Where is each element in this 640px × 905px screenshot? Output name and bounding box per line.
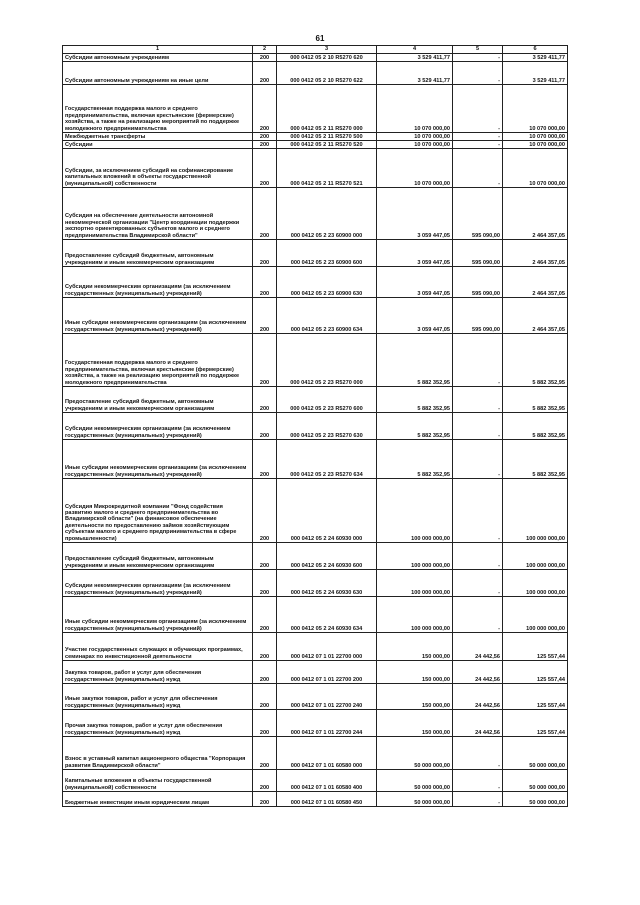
cell-unexecuted: 50 000 000,00 bbox=[503, 792, 568, 807]
cell-admin-code: 200 bbox=[253, 710, 277, 737]
cell-name: Иные субсидии некоммерческим организациям (за исключением государственных (муниципальных) учреждений) bbox=[63, 597, 253, 633]
cell-approved: 150 000,00 bbox=[377, 661, 453, 684]
cell-admin-code: 200 bbox=[253, 633, 277, 661]
cell-admin-code: 200 bbox=[253, 597, 277, 633]
cell-unexecuted: 3 529 411,77 bbox=[503, 54, 568, 62]
cell-name: Субсидия Микрокредитной компании "Фонд содействия развитию малого и среднего предпринимательства во Владимирской области" (на финансовое обеспечение деятельности по предоставлению займов хозяйствующим субъектам малого и среднего предпринимательства в сфере промышленности) bbox=[63, 479, 253, 543]
cell-approved: 5 882 352,95 bbox=[377, 413, 453, 440]
cell-executed: - bbox=[453, 413, 503, 440]
cell-executed: 24 442,56 bbox=[453, 710, 503, 737]
header-col-6: 6 bbox=[503, 46, 568, 54]
cell-admin-code: 200 bbox=[253, 440, 277, 479]
cell-name: Предоставление субсидий бюджетным, автономным учреждениям и иным некоммерческим организациям bbox=[63, 543, 253, 570]
cell-unexecuted: 50 000 000,00 bbox=[503, 737, 568, 770]
cell-approved: 10 070 000,00 bbox=[377, 133, 453, 141]
cell-name: Иные субсидии некоммерческим организациям (за исключением государственных (муниципальных) учреждений) bbox=[63, 298, 253, 334]
cell-admin-code: 200 bbox=[253, 792, 277, 807]
cell-name: Участие государственных служащих в обучающих программах, семинарах по инвестиционной деятельности bbox=[63, 633, 253, 661]
cell-name: Субсидии некоммерческим организациям (за исключением государственных (муниципальных) учреждений) bbox=[63, 267, 253, 298]
cell-name: Субсидия на обеспечение деятельности автономной некоммерческой организации "Центр координации поддержки экспортно ориентированных субъектов малого и среднего предпринимательства Владимирской области" bbox=[63, 188, 253, 240]
cell-admin-code: 200 bbox=[253, 661, 277, 684]
header-row bbox=[63, 46, 568, 54]
cell-approved: 100 000 000,00 bbox=[377, 570, 453, 597]
cell-approved: 100 000 000,00 bbox=[377, 543, 453, 570]
cell-executed: - bbox=[453, 570, 503, 597]
table-row bbox=[63, 85, 568, 133]
table-row bbox=[63, 298, 568, 334]
cell-unexecuted: 10 070 000,00 bbox=[503, 149, 568, 188]
cell-admin-code: 200 bbox=[253, 240, 277, 267]
cell-budget-code: 000 0412 05 2 23 R5270 600 bbox=[277, 387, 377, 413]
cell-unexecuted: 5 882 352,95 bbox=[503, 387, 568, 413]
cell-executed: 595 090,00 bbox=[453, 188, 503, 240]
cell-name: Прочая закупка товаров, работ и услуг для обеспечения государственных (муниципальных) нужд bbox=[63, 710, 253, 737]
cell-name: Предоставление субсидий бюджетным, автономным учреждениям и иным некоммерческим организациям bbox=[63, 387, 253, 413]
table-row bbox=[63, 543, 568, 570]
cell-budget-code: 000 0412 07 1 01 60580 000 bbox=[277, 737, 377, 770]
cell-budget-code: 000 0412 05 2 23 R5270 000 bbox=[277, 334, 377, 387]
table-row bbox=[63, 54, 568, 62]
table-row bbox=[63, 597, 568, 633]
cell-unexecuted: 125 557,44 bbox=[503, 661, 568, 684]
cell-approved: 10 070 000,00 bbox=[377, 149, 453, 188]
cell-budget-code: 000 0412 05 2 10 R5270 620 bbox=[277, 54, 377, 62]
table-row bbox=[63, 633, 568, 661]
cell-unexecuted: 100 000 000,00 bbox=[503, 543, 568, 570]
header-col-5: 5 bbox=[453, 46, 503, 54]
cell-approved: 5 882 352,95 bbox=[377, 334, 453, 387]
cell-executed: 595 090,00 bbox=[453, 240, 503, 267]
cell-unexecuted: 100 000 000,00 bbox=[503, 570, 568, 597]
table-row bbox=[63, 334, 568, 387]
cell-approved: 3 529 411,77 bbox=[377, 54, 453, 62]
cell-unexecuted: 50 000 000,00 bbox=[503, 770, 568, 792]
cell-name: Субсидии автономным учреждениям на иные цели bbox=[63, 62, 253, 85]
cell-executed: - bbox=[453, 737, 503, 770]
cell-approved: 150 000,00 bbox=[377, 684, 453, 710]
cell-unexecuted: 2 464 357,05 bbox=[503, 298, 568, 334]
cell-budget-code: 000 0412 05 2 11 R5270 500 bbox=[277, 133, 377, 141]
cell-admin-code: 200 bbox=[253, 267, 277, 298]
cell-executed: - bbox=[453, 141, 503, 149]
cell-unexecuted: 125 557,44 bbox=[503, 710, 568, 737]
cell-budget-code: 000 0412 05 2 11 R5270 521 bbox=[277, 149, 377, 188]
cell-name: Межбюджетные трансферты bbox=[63, 133, 253, 141]
cell-budget-code: 000 0412 07 1 01 22700 200 bbox=[277, 661, 377, 684]
table-row bbox=[63, 792, 568, 807]
table-row bbox=[63, 387, 568, 413]
cell-budget-code: 000 0412 07 1 01 22700 244 bbox=[277, 710, 377, 737]
table-row bbox=[63, 479, 568, 543]
cell-executed: - bbox=[453, 133, 503, 141]
cell-executed: - bbox=[453, 85, 503, 133]
cell-budget-code: 000 0412 05 2 23 R5270 630 bbox=[277, 413, 377, 440]
cell-unexecuted: 10 070 000,00 bbox=[503, 141, 568, 149]
cell-name: Предоставление субсидий бюджетным, автономным учреждениям и иным некоммерческим организациям bbox=[63, 240, 253, 267]
cell-name: Взнос в уставный капитал акционерного общества "Корпорация развития Владимирской области" bbox=[63, 737, 253, 770]
table-row bbox=[63, 684, 568, 710]
table-row bbox=[63, 413, 568, 440]
cell-name: Иные закупки товаров, работ и услуг для обеспечения государственных (муниципальных) нужд bbox=[63, 684, 253, 710]
cell-budget-code: 000 0412 05 2 23 60900 634 bbox=[277, 298, 377, 334]
cell-unexecuted: 125 557,44 bbox=[503, 684, 568, 710]
cell-admin-code: 200 bbox=[253, 85, 277, 133]
budget-table bbox=[62, 45, 568, 807]
cell-approved: 50 000 000,00 bbox=[377, 737, 453, 770]
cell-executed: - bbox=[453, 62, 503, 85]
cell-executed: - bbox=[453, 597, 503, 633]
cell-budget-code: 000 0412 05 2 23 60900 000 bbox=[277, 188, 377, 240]
cell-admin-code: 200 bbox=[253, 737, 277, 770]
table-row bbox=[63, 62, 568, 85]
cell-admin-code: 200 bbox=[253, 543, 277, 570]
cell-admin-code: 200 bbox=[253, 334, 277, 387]
cell-executed: - bbox=[453, 792, 503, 807]
cell-admin-code: 200 bbox=[253, 141, 277, 149]
cell-name: Субсидии bbox=[63, 141, 253, 149]
cell-budget-code: 000 0412 05 2 11 R5270 000 bbox=[277, 85, 377, 133]
cell-admin-code: 200 bbox=[253, 387, 277, 413]
table-row bbox=[63, 710, 568, 737]
cell-budget-code: 000 0412 07 1 01 22700 240 bbox=[277, 684, 377, 710]
table-row bbox=[63, 240, 568, 267]
cell-executed: 595 090,00 bbox=[453, 267, 503, 298]
cell-admin-code: 200 bbox=[253, 133, 277, 141]
cell-name: Субсидии, за исключением субсидий на софинансирование капитальных вложений в объекты государственной (муниципальной) собственности bbox=[63, 149, 253, 188]
cell-admin-code: 200 bbox=[253, 479, 277, 543]
cell-executed: - bbox=[453, 479, 503, 543]
cell-executed: 595 090,00 bbox=[453, 298, 503, 334]
cell-executed: - bbox=[453, 387, 503, 413]
cell-approved: 3 529 411,77 bbox=[377, 62, 453, 85]
cell-admin-code: 200 bbox=[253, 54, 277, 62]
cell-name: Капитальные вложения в объекты государственной (муниципальной) собственности bbox=[63, 770, 253, 792]
table-row bbox=[63, 570, 568, 597]
cell-name: Субсидии некоммерческим организациям (за исключением государственных (муниципальных) учреждений) bbox=[63, 413, 253, 440]
cell-admin-code: 200 bbox=[253, 62, 277, 85]
cell-budget-code: 000 0412 05 2 23 60900 600 bbox=[277, 240, 377, 267]
cell-admin-code: 200 bbox=[253, 298, 277, 334]
cell-unexecuted: 2 464 357,05 bbox=[503, 240, 568, 267]
cell-unexecuted: 100 000 000,00 bbox=[503, 479, 568, 543]
header-col-2: 2 bbox=[253, 46, 277, 54]
cell-executed: - bbox=[453, 543, 503, 570]
cell-executed: - bbox=[453, 440, 503, 479]
cell-budget-code: 000 0412 05 2 23 60900 630 bbox=[277, 267, 377, 298]
cell-name: Государственная поддержка малого и среднего предпринимательства, включая крестьянские (фермерские) хозяйства, а также на реализацию мероприятий по поддержке молодежного предпринимательства bbox=[63, 85, 253, 133]
cell-unexecuted: 2 464 357,05 bbox=[503, 267, 568, 298]
header-col-4: 4 bbox=[377, 46, 453, 54]
header-col-1: 1 bbox=[63, 46, 253, 54]
cell-approved: 150 000,00 bbox=[377, 710, 453, 737]
table-row bbox=[63, 770, 568, 792]
cell-approved: 50 000 000,00 bbox=[377, 792, 453, 807]
cell-unexecuted: 5 882 352,95 bbox=[503, 413, 568, 440]
cell-name: Иные субсидии некоммерческим организациям (за исключением государственных (муниципальных) учреждений) bbox=[63, 440, 253, 479]
cell-budget-code: 000 0412 05 2 24 60930 634 bbox=[277, 597, 377, 633]
cell-executed: - bbox=[453, 770, 503, 792]
cell-name: Субсидии автономным учреждениям bbox=[63, 54, 253, 62]
cell-unexecuted: 10 070 000,00 bbox=[503, 85, 568, 133]
cell-approved: 3 059 447,05 bbox=[377, 267, 453, 298]
cell-budget-code: 000 0412 05 2 24 60930 000 bbox=[277, 479, 377, 543]
cell-budget-code: 000 0412 05 2 24 60930 600 bbox=[277, 543, 377, 570]
cell-executed: 24 442,56 bbox=[453, 684, 503, 710]
cell-name: Бюджетные инвестиции иным юридическим лицам bbox=[63, 792, 253, 807]
cell-admin-code: 200 bbox=[253, 570, 277, 597]
cell-approved: 100 000 000,00 bbox=[377, 479, 453, 543]
cell-approved: 5 882 352,95 bbox=[377, 387, 453, 413]
cell-budget-code: 000 0412 07 1 01 60580 450 bbox=[277, 792, 377, 807]
cell-admin-code: 200 bbox=[253, 684, 277, 710]
cell-name: Субсидии некоммерческим организациям (за исключением государственных (муниципальных) учреждений) bbox=[63, 570, 253, 597]
cell-unexecuted: 3 529 411,77 bbox=[503, 62, 568, 85]
table-row bbox=[63, 149, 568, 188]
cell-admin-code: 200 bbox=[253, 770, 277, 792]
table-row bbox=[63, 267, 568, 298]
cell-budget-code: 000 0412 05 2 10 R5270 622 bbox=[277, 62, 377, 85]
cell-name: Государственная поддержка малого и среднего предпринимательства, включая крестьянские (фермерские) хозяйства, а также на реализацию мероприятий по поддержке молодежного предпринимательства bbox=[63, 334, 253, 387]
table-row bbox=[63, 188, 568, 240]
table-row bbox=[63, 133, 568, 141]
cell-unexecuted: 100 000 000,00 bbox=[503, 597, 568, 633]
cell-approved: 3 059 447,05 bbox=[377, 240, 453, 267]
cell-executed: - bbox=[453, 149, 503, 188]
cell-unexecuted: 5 882 352,95 bbox=[503, 334, 568, 387]
table-body bbox=[63, 54, 568, 807]
cell-approved: 10 070 000,00 bbox=[377, 141, 453, 149]
cell-unexecuted: 125 557,44 bbox=[503, 633, 568, 661]
cell-executed: - bbox=[453, 334, 503, 387]
cell-approved: 100 000 000,00 bbox=[377, 597, 453, 633]
cell-unexecuted: 2 464 357,05 bbox=[503, 188, 568, 240]
cell-unexecuted: 5 882 352,95 bbox=[503, 440, 568, 479]
cell-executed: 24 442,56 bbox=[453, 633, 503, 661]
header-col-3: 3 bbox=[277, 46, 377, 54]
table-row bbox=[63, 661, 568, 684]
cell-budget-code: 000 0412 05 2 23 R5270 634 bbox=[277, 440, 377, 479]
cell-executed: 24 442,56 bbox=[453, 661, 503, 684]
table-row bbox=[63, 737, 568, 770]
cell-unexecuted: 10 070 000,00 bbox=[503, 133, 568, 141]
cell-budget-code: 000 0412 07 1 01 22700 000 bbox=[277, 633, 377, 661]
cell-approved: 10 070 000,00 bbox=[377, 85, 453, 133]
cell-admin-code: 200 bbox=[253, 149, 277, 188]
page-number: 61 bbox=[315, 34, 325, 43]
cell-approved: 50 000 000,00 bbox=[377, 770, 453, 792]
cell-approved: 3 059 447,05 bbox=[377, 188, 453, 240]
cell-approved: 5 882 352,95 bbox=[377, 440, 453, 479]
table-row bbox=[63, 141, 568, 149]
cell-executed: - bbox=[453, 54, 503, 62]
cell-budget-code: 000 0412 05 2 24 60930 630 bbox=[277, 570, 377, 597]
cell-budget-code: 000 0412 07 1 01 60580 400 bbox=[277, 770, 377, 792]
cell-name: Закупка товаров, работ и услуг для обеспечения государственных (муниципальных) нужд bbox=[63, 661, 253, 684]
cell-budget-code: 000 0412 05 2 11 R5270 520 bbox=[277, 141, 377, 149]
cell-approved: 150 000,00 bbox=[377, 633, 453, 661]
cell-admin-code: 200 bbox=[253, 188, 277, 240]
cell-admin-code: 200 bbox=[253, 413, 277, 440]
cell-approved: 3 059 447,05 bbox=[377, 298, 453, 334]
table-row bbox=[63, 440, 568, 479]
